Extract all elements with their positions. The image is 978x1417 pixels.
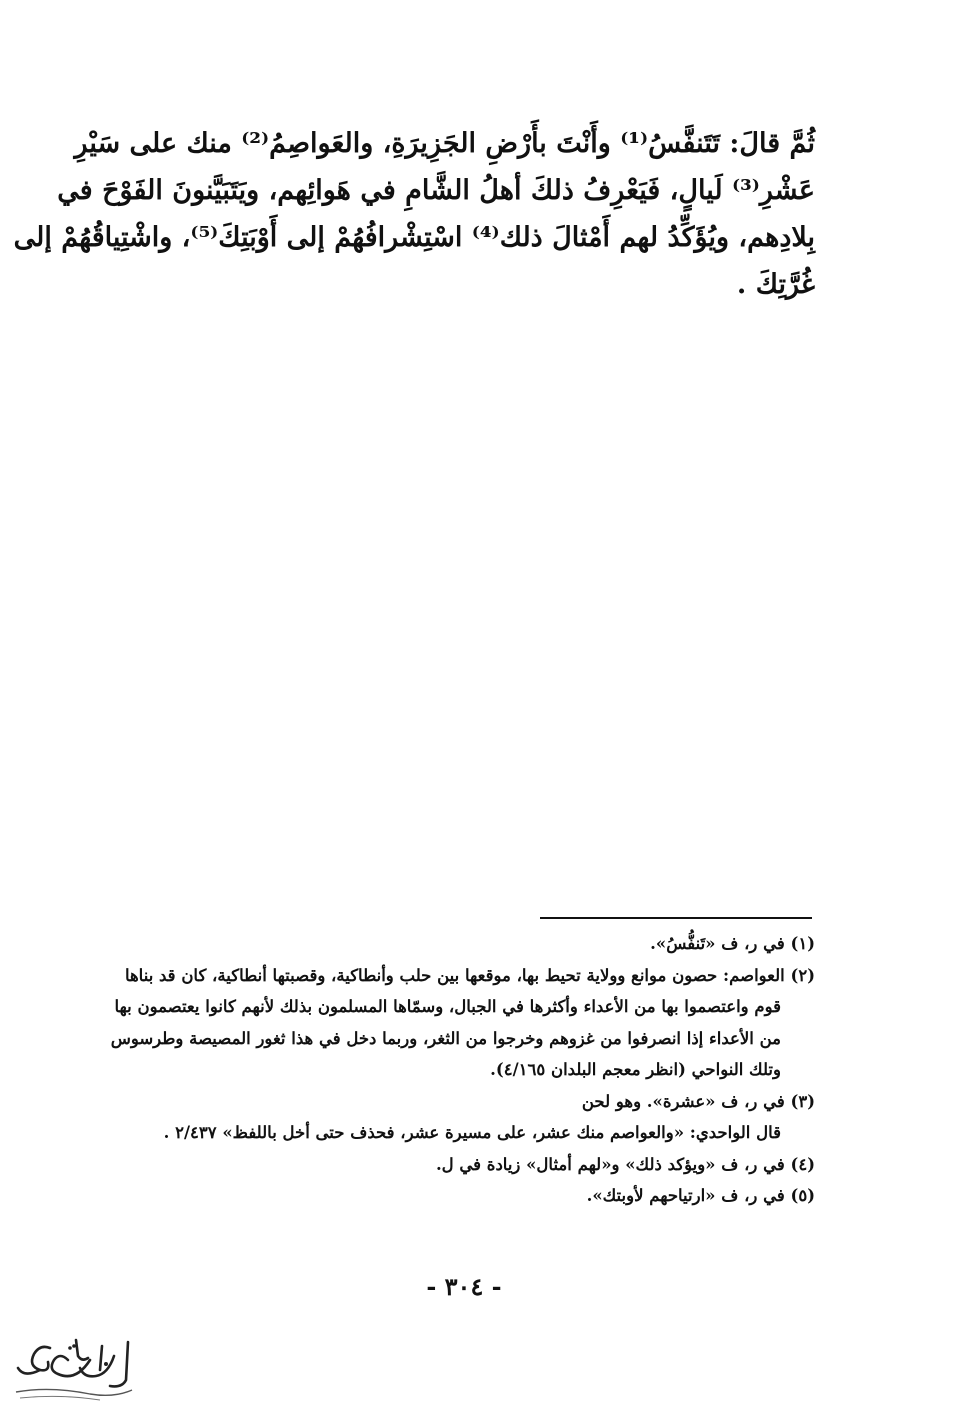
footnote-5: (٥) في ر، ف «ارتياحهم لأوبتك». [586,1186,815,1205]
footnote-separator [540,917,812,919]
footnote-1: (١) في ر، ف «تَنفُّسُ». [650,934,815,953]
footnote-2: (٢) العواصم: حصون موانع وولاية تحيط بها، موقعها بين حلب وأنطاكية، وقصبتها أنطاكية، كان قد بناها [124,965,815,985]
main-text-line: ثُمَّ قالَ: تَتَنفَّسُ⁽¹⁾ وأَنْتَ بأَرْضِ الجَزِيرَةِ، والعَواصِمُ⁽²⁾ منك على سَيْرِ [74,128,815,159]
footnote-2-continuation: من الأعداء إذا انصرفوا من غزوهم وخرجوا من الثغر، وربما دخل في هذا ثغور المصيصة وطرسوس [110,1028,781,1048]
calligraphy-seal-icon [10,1334,140,1404]
main-text [13,120,815,308]
footnote-3: (٣) في ر، ف «عشرة». وهو لحن [581,1091,815,1111]
page-number: - ٣٠٤ - [426,1272,502,1301]
footnote-3-continuation: قال الواحدي: «والعواصم منك عشر، على مسيرة عشر، فحذف حتى أخل باللفظ» ٢/٤٣٧ . [163,1123,781,1142]
main-text-line: عَشْرِ⁽³⁾ لَيالٍ، فَيَعْرِفُ ذلكَ أهلُ الشَّامِ في هَوائِهم، ويَتَبَيَّنونَ الفَوْحَ في [57,175,815,206]
footnote-2-continuation: قوم واعتصموا بها من الأعداء وأكثرها في الجبال، وسمّاها المسلمون بذلك لأنهم كانوا يعتصمون بها [114,997,781,1016]
footnotes [95,928,815,1212]
footnote-2-continuation: وتلك النواحي (انظر معجم البلدان ٤/١٦٥). [490,1060,781,1079]
main-text-line: غُرَّتِكَ . [736,269,815,300]
footnote-4: (٤) في ر، ف «ويؤكد ذلك» و«لهم أمثال» زيادة في ل. [435,1154,815,1174]
main-text-line: بِلادِهم، ويُؤَكِّدُ لهم أَمْثالَ ذلك⁽⁴⁾ اسْتِشْرافُهُمْ إلى أَوْبَتِكَ⁽⁵⁾، واشْتِياقُهُمْ إلى [13,222,815,253]
